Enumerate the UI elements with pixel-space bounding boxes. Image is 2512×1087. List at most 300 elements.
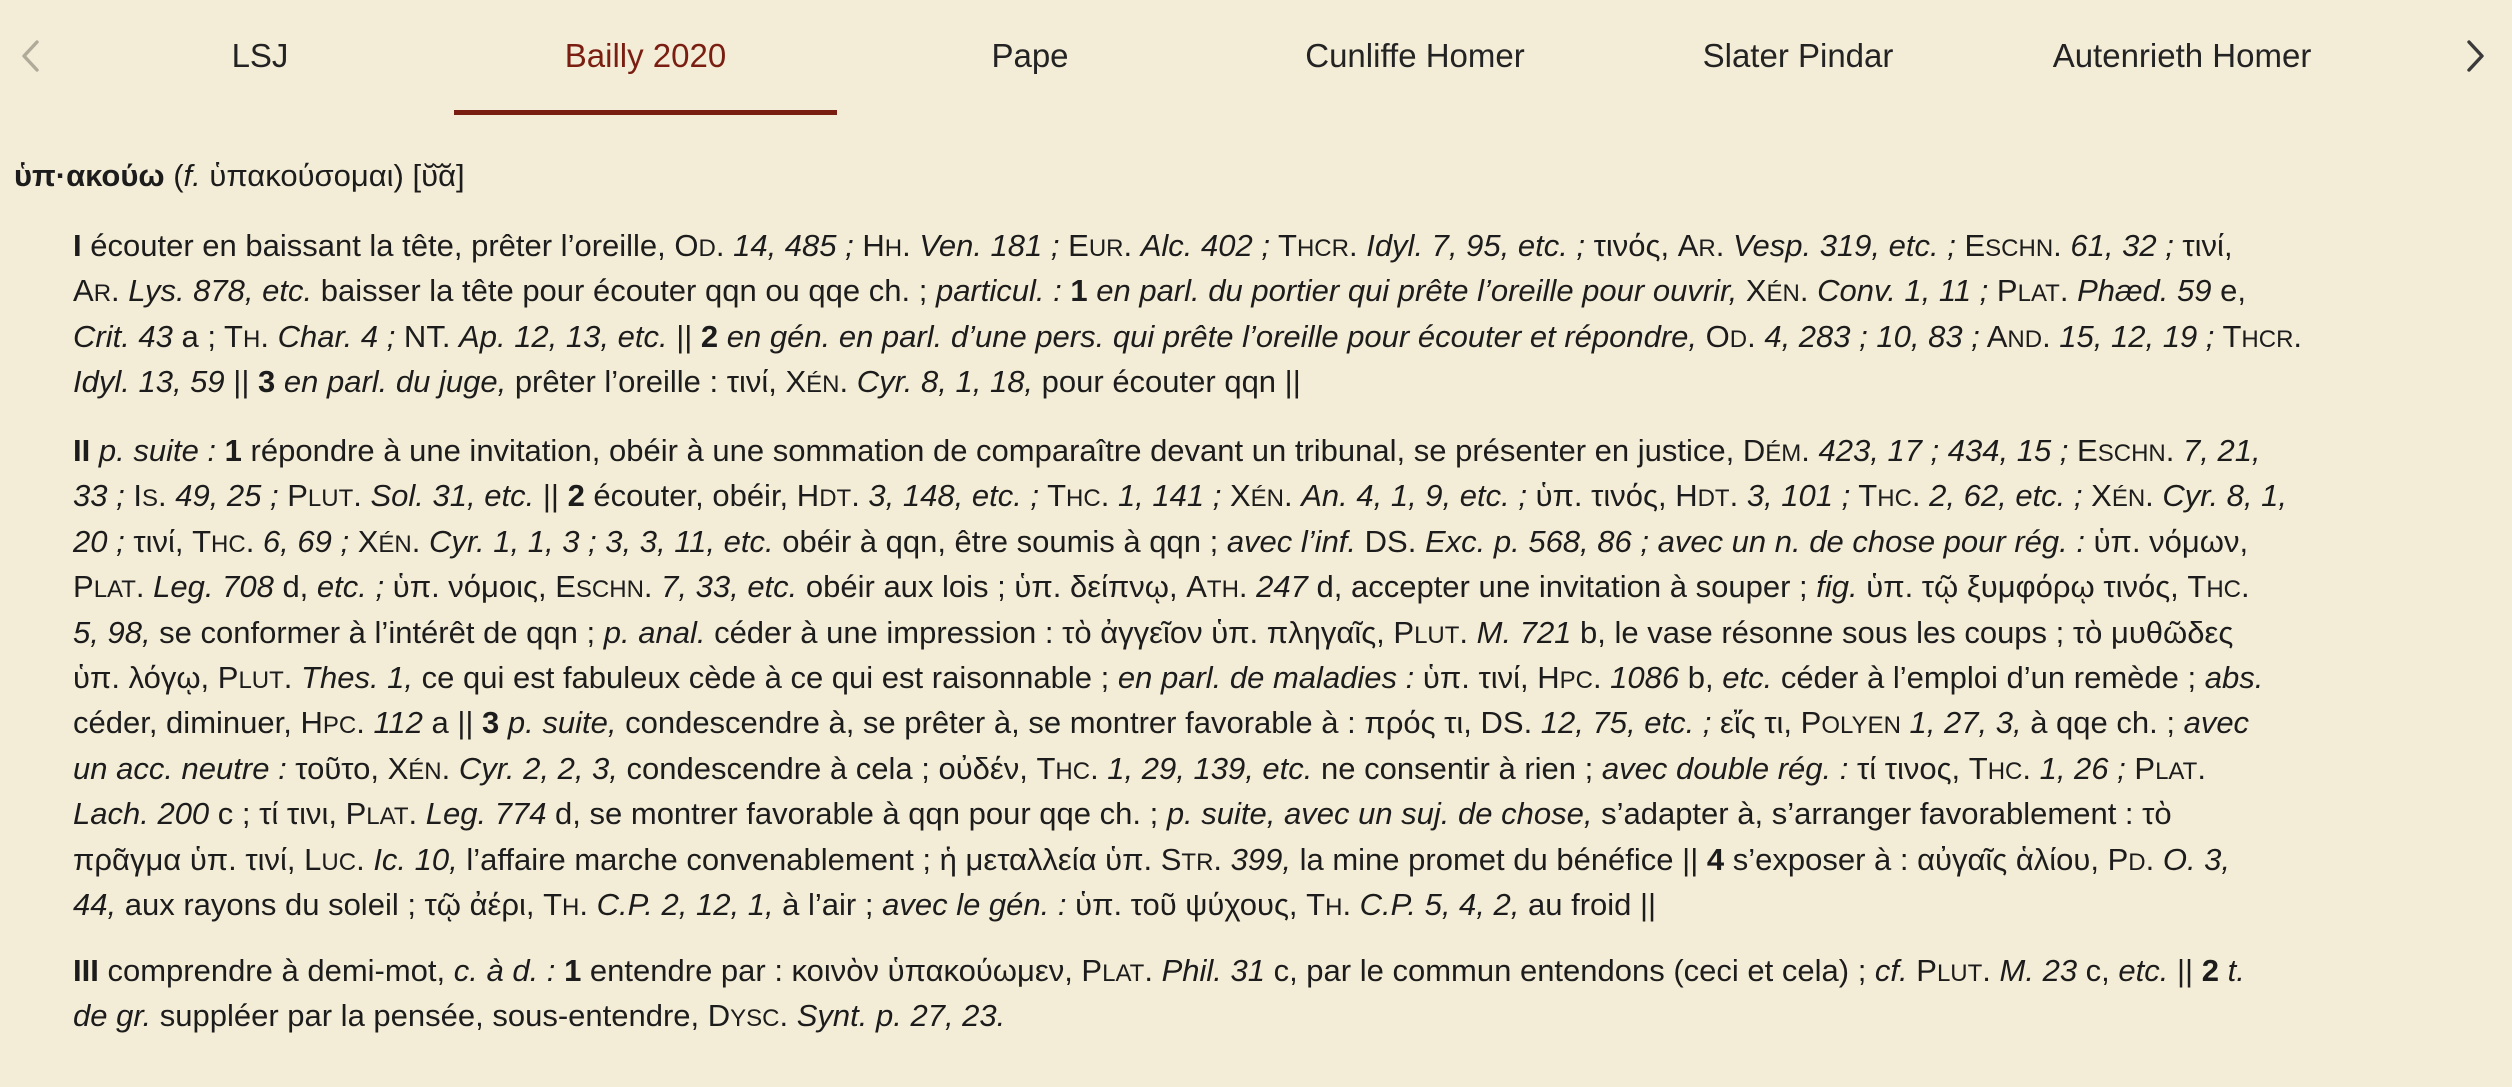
entry-text: . xyxy=(2241,569,2250,605)
citation-text: avec xyxy=(2183,705,2250,741)
citation-text: avec le gén. : xyxy=(882,886,1067,922)
entry-text: . xyxy=(1911,478,1930,514)
chevron-left-icon xyxy=(19,39,41,73)
citation-text: Exc. p. 568, 86 ; avec un n. de chose pour rég. : xyxy=(1424,523,2085,559)
entry-text: . xyxy=(643,569,662,605)
citation-text: 61, 32 ; xyxy=(2070,228,2174,263)
entry-text: . xyxy=(1144,953,1162,988)
citation-text: en parl. du juge, xyxy=(283,364,507,400)
entry-text: LAT xyxy=(2155,757,2198,785)
entry-text: P xyxy=(2125,750,2156,786)
citation-text: fig. xyxy=(1816,569,1858,605)
citation-text: Char. 4 ; xyxy=(277,318,396,354)
entry-text: X xyxy=(2082,478,2112,514)
citation-text: Synt. p. 27, 23. xyxy=(796,998,1006,1034)
citation-text: 247 xyxy=(1256,569,1308,605)
entry-text: . xyxy=(851,478,869,514)
citation-text: Conv. 1, 11 ; xyxy=(1817,273,1989,309)
entry-text: HCR xyxy=(1296,235,1349,262)
entry-text: H xyxy=(562,893,580,921)
entry-text: HC xyxy=(1987,757,2023,785)
entry-text: . xyxy=(135,569,154,605)
entry-text: ND xyxy=(2007,325,2043,353)
entry-text: DT xyxy=(819,485,852,513)
entry-text: D xyxy=(2128,848,2146,876)
citation-text: abs. xyxy=(2204,659,2264,695)
entry-line xyxy=(73,700,2503,745)
entry-text: H xyxy=(853,228,885,263)
entry-text: T xyxy=(1269,228,1297,263)
entry-text: à l’air ; xyxy=(773,886,883,922)
entry-text: . xyxy=(1213,841,1231,877)
entry-text: P xyxy=(73,569,94,605)
entry-text: PC xyxy=(1559,666,1593,694)
entry-text xyxy=(275,364,284,399)
entry-text: || xyxy=(2168,953,2202,988)
entry-text: . xyxy=(157,478,176,514)
entry-text: c, par le commun entendons (ceci et cela) ; xyxy=(1264,953,1875,988)
citation-text: Crit. 43 xyxy=(73,318,173,354)
entry-text: E xyxy=(2068,433,2098,468)
citation-text: M. 23 xyxy=(1999,953,2078,988)
entry-text: || xyxy=(224,364,258,400)
sense-number: 2 xyxy=(2201,953,2219,988)
tab-bailly-2020[interactable]: Bailly 2020 xyxy=(564,37,727,74)
citation-text: 3, 101 ; xyxy=(1746,478,1851,514)
entry-text: X xyxy=(349,523,379,559)
entry-text: au froid || xyxy=(1519,886,1657,922)
entry-text: LAT xyxy=(93,576,136,604)
tab-autenrieth-homer[interactable]: Autenrieth Homer xyxy=(2052,37,2312,74)
citation-text: etc. xyxy=(2118,953,2169,988)
entry-text: SCHN xyxy=(1985,235,2054,262)
entry-text: à qqe ch. ; xyxy=(2021,705,2184,741)
entry-text: écouter, obéir, H xyxy=(584,478,820,514)
entry-text: A xyxy=(1979,318,2008,354)
entry-text: HC xyxy=(1055,757,1091,785)
tab-cunliffe-homer[interactable]: Cunliffe Homer xyxy=(1305,37,1525,74)
sense-number: 1 xyxy=(564,953,582,988)
entry-text: aux rayons du soleil ; τῷ ἀέρι, T xyxy=(116,886,563,922)
citation-text: particul. : xyxy=(935,273,1062,309)
entry-line xyxy=(73,223,2503,268)
entry-line xyxy=(73,428,2503,473)
entry-text: condescendre à cela ; οὐδέν, T xyxy=(617,750,1056,786)
entry-text: c ; τί τινι, P xyxy=(209,796,367,832)
entry-text: pour écouter qqn || xyxy=(1033,364,1301,400)
entry-text: d, xyxy=(273,569,317,605)
entry-text: . xyxy=(1284,478,1302,514)
headline-open: ( xyxy=(164,158,184,193)
entry-text: P xyxy=(278,478,308,514)
entry-text: ÉN xyxy=(2111,485,2146,513)
entry-text: τί τινος, T xyxy=(1848,750,1988,786)
entry-text: . xyxy=(1729,478,1747,514)
entry-text: s’exposer à : αὐγαῖς ἁλίου, P xyxy=(1724,841,2129,877)
citation-text: 3, 148, etc. ; xyxy=(868,478,1040,514)
entry-line xyxy=(73,610,2503,655)
entry-line xyxy=(73,948,2503,993)
entry-text: . xyxy=(1592,659,1611,695)
entry-text: . xyxy=(2022,750,2040,786)
citation-text: C.P. 2, 12, 1, xyxy=(596,886,774,922)
entry-text: LAT xyxy=(366,803,409,831)
entry-text: P xyxy=(1907,953,1937,988)
entry-text: LUT xyxy=(1936,960,1983,987)
sense-number: II xyxy=(73,433,91,468)
entry-text: DS. xyxy=(1356,523,1425,559)
entry-text xyxy=(1901,705,1910,740)
entry-text: ὑπ. νόμων, xyxy=(2084,523,2249,559)
citation-text: Lys. 878, etc. xyxy=(128,273,313,309)
citation-text: 1, 29, 139, etc. xyxy=(1107,750,1313,786)
citation-text: 12, 75, etc. ; xyxy=(1540,705,1712,741)
entry-text: . xyxy=(779,998,797,1034)
citation-text: en parl. de maladies : xyxy=(1117,659,1415,695)
entry-text: comprendre à demi-mot, xyxy=(98,953,454,988)
entry-text: X xyxy=(1221,478,1251,514)
citation-text: C.P. 5, 4, 2, xyxy=(1359,886,1520,922)
scroll-tabs-right-button[interactable] xyxy=(2456,36,2496,76)
entry-text: a ; T xyxy=(172,318,243,354)
entry-text: suppléer par la pensée, sous-entendre, D xyxy=(151,998,731,1034)
entry-text: l’affaire marche convenablement ; ἡ μεταλλεία ὑπ. S xyxy=(457,841,1182,877)
citation-text: 15, 12, 19 ; xyxy=(2059,318,2215,354)
citation-text: de gr. xyxy=(73,998,152,1034)
sense-number: I xyxy=(73,228,82,263)
entry-text: . xyxy=(441,750,459,786)
headword: ὑπ·ακούω xyxy=(14,158,165,193)
entry-text: . xyxy=(1100,478,1118,514)
citation-text: 7, 33, etc. xyxy=(661,569,798,605)
entry-text: céder, diminuer, H xyxy=(73,705,323,741)
entry-text: D xyxy=(1729,325,1748,353)
entry-text: condescendre à, se prêter à, se montrer favorable à : πρός τι, DS. xyxy=(616,705,1541,741)
entry-text: ÉN xyxy=(806,371,840,399)
citation-text: Phil. 31 xyxy=(1161,953,1265,988)
entry-text: . xyxy=(356,705,374,741)
entry-text: DT xyxy=(1697,485,1730,513)
entry-text: || xyxy=(534,478,568,514)
entry-text: céder à une impression : τὸ ἀγγεῖον ὑπ. πληγαῖς, P xyxy=(705,614,1415,650)
entry-text: YSC xyxy=(730,1005,780,1033)
scroll-tabs-left-button[interactable] xyxy=(10,36,50,76)
active-tab-indicator xyxy=(454,110,837,115)
entry-line xyxy=(73,473,2503,518)
entry-text: O xyxy=(1697,318,1730,354)
citation-text: Vesp. 319, etc. ; xyxy=(1732,228,1956,263)
entry-text: X xyxy=(1737,273,1767,309)
entry-text xyxy=(90,433,99,468)
entry-text: s’adapter à, s’arranger favorablement : τὸ xyxy=(1592,796,2172,832)
entry-text: I xyxy=(124,478,142,514)
entry-text: . xyxy=(2042,318,2060,354)
entry-text: . xyxy=(1123,228,1141,263)
entry-text: . xyxy=(411,523,429,559)
citation-text: 6, 69 ; xyxy=(262,523,350,559)
citation-text: Ven. 181 ; xyxy=(919,228,1060,263)
citation-text: p. suite, xyxy=(507,705,617,741)
entry-text: . xyxy=(111,273,129,309)
citation-text: 2, 62, etc. ; xyxy=(1929,478,2083,514)
entry-text: ὑπ. τῷ ξυμφόρῳ τινός, T xyxy=(1857,569,2207,605)
entry-text: H xyxy=(1325,893,1343,921)
sense-number: 3 xyxy=(482,705,500,741)
citation-text: 4, 283 ; 10, 83 ; xyxy=(1764,318,1980,354)
citation-text: 423, 17 ; 434, 15 ; xyxy=(1818,433,2069,468)
entry-text: . xyxy=(715,228,734,263)
entry-text: τινί, xyxy=(2173,228,2233,263)
citation-text: 1, 27, 3, xyxy=(1909,705,2022,741)
entry-text xyxy=(499,705,508,740)
entry-text: LUT xyxy=(1414,621,1460,649)
entry-text: ὑπ. τινί, H xyxy=(1414,659,1560,695)
entry-text: . xyxy=(1799,273,1818,309)
sense-number: 1 xyxy=(224,433,242,468)
entry-text: . xyxy=(1982,953,2000,988)
entry-text: . xyxy=(245,523,263,559)
entry-text: P xyxy=(1988,273,2018,309)
citation-text: 49, 25 ; xyxy=(175,478,279,514)
citation-text: en parl. du portier qui prête l’oreille pour ouvrir, xyxy=(1096,273,1738,309)
chevron-right-icon xyxy=(2465,39,2487,73)
citation-text: p. suite : xyxy=(98,433,217,468)
entry-text: . xyxy=(902,228,920,263)
entry-text: LAT xyxy=(2017,280,2060,308)
entry-text: obéir aux lois ; ὑπ. δείπνῳ, A xyxy=(797,569,1207,605)
entry-line xyxy=(73,837,2503,882)
entry-text: d, accepter une invitation à souper ; xyxy=(1307,569,1817,605)
citation-text: 1086 xyxy=(1610,659,1680,695)
citation-text: avec double rég. : xyxy=(1601,750,1849,786)
citation-text: Leg. 708 xyxy=(153,569,274,605)
entry-text: . xyxy=(408,796,426,832)
entry-text: obéir à qqn, être soumis à qqn ; xyxy=(773,523,1227,559)
entry-text: PC xyxy=(322,712,357,740)
entry-text: . xyxy=(839,364,857,400)
entry-text: ne consentir à rien ; xyxy=(1312,750,1602,786)
entry-line xyxy=(73,746,2503,791)
entry-text: . xyxy=(1459,614,1477,650)
citation-text: 1, 26 ; xyxy=(2039,750,2126,786)
citation-text: p. anal. xyxy=(603,614,706,650)
entry-text: . xyxy=(353,478,371,514)
citation-text: t. xyxy=(2227,953,2245,988)
entry-text: ὑπ. λόγῳ, P xyxy=(73,659,239,695)
citation-text: M. 721 xyxy=(1476,614,1572,650)
entry-text: R xyxy=(93,280,112,308)
sense-number: 1 xyxy=(1070,273,1088,309)
entry-text: ÉN xyxy=(1766,280,1800,308)
entry-text: . xyxy=(283,659,302,695)
entry-text: . xyxy=(2197,750,2206,786)
entry-text: . xyxy=(2059,273,2078,309)
citation-text: avec l’inf. xyxy=(1226,523,1357,559)
citation-text: 7, 21, xyxy=(2182,433,2261,468)
entry-text: . xyxy=(2145,478,2163,514)
citation-text: 1, 141 ; xyxy=(1117,478,1222,514)
entry-text: ÉN xyxy=(408,757,442,785)
entry-text: . xyxy=(1238,569,1257,605)
entry-text: . xyxy=(1715,228,1733,263)
entry-line xyxy=(73,993,2503,1038)
entry-text: ÉN xyxy=(378,530,412,558)
entry-text: LUT xyxy=(307,485,354,513)
entry-text: . xyxy=(2293,318,2303,354)
entry-text: SCHN xyxy=(575,576,644,604)
sense-number: 2 xyxy=(700,318,719,354)
entry-text: OLYEN xyxy=(1821,712,1901,740)
citation-text: Cyr. 8, 1, 18, xyxy=(856,364,1034,400)
entry-text: HC xyxy=(2206,576,2242,604)
entry-line xyxy=(73,882,2503,927)
entry-text: b, le vase résonne sous les coups ; τὸ μυθῶδες xyxy=(1571,614,2234,650)
entry-text: SCHN xyxy=(2097,440,2166,467)
entry-text: HCR xyxy=(2241,325,2294,353)
entry-text: TH xyxy=(1206,576,1239,604)
citation-text: 20 ; xyxy=(73,523,125,559)
entry-text: prêter l’oreille : τινί, X xyxy=(506,364,807,400)
entry-line xyxy=(73,564,2503,609)
citation-text: Phæd. 59 xyxy=(2077,273,2212,309)
entry-text: UR xyxy=(1088,235,1124,262)
entry-text: céder à l’emploi d’un remède ; xyxy=(1772,659,2205,695)
citation-text: Idyl. 13, 59 xyxy=(73,364,225,400)
entry-text: ὑπ. τοῦ ψύχους, T xyxy=(1066,886,1326,922)
entry-line xyxy=(73,791,2503,836)
citation-text: Idyl. 7, 95, etc. ; xyxy=(1366,228,1586,263)
entry-text: . xyxy=(1090,750,1108,786)
citation-text: Thes. 1, xyxy=(301,659,414,695)
citation-text: Cyr. 8, 1, xyxy=(2162,478,2287,514)
entry-text: LAT xyxy=(1102,960,1145,987)
sense-block-3 xyxy=(73,948,2503,1039)
entry-text xyxy=(2219,953,2228,988)
entry-text: se conformer à l’intérêt de qqn ; xyxy=(150,614,604,650)
entry-text: H xyxy=(243,325,261,353)
entry-text: NT. xyxy=(395,318,460,354)
entry-text: A xyxy=(73,273,94,309)
entry-text: πρᾶγμα ὑπ. τινί, L xyxy=(73,841,322,877)
citation-text: 112 xyxy=(373,705,423,741)
entry-text: . xyxy=(1801,433,1819,468)
entry-text: . xyxy=(1747,318,1765,354)
citation-text: 14, 485 ; xyxy=(733,228,854,263)
tab-pape[interactable]: Pape xyxy=(991,37,1069,74)
citation-text: Cyr. 2, 2, 3, xyxy=(458,750,618,786)
entry-text: τινί, T xyxy=(124,523,212,559)
entry-text: εἴς τι, P xyxy=(1711,705,1822,741)
citation-text: etc. xyxy=(1722,659,1773,695)
citation-text: Lach. 200 xyxy=(73,796,210,832)
sense-number: 2 xyxy=(567,478,585,514)
citation-text: cf. xyxy=(1874,953,1908,988)
entry-text: R xyxy=(1698,235,1716,262)
sense-number: 4 xyxy=(1706,841,1725,877)
sense-number: III xyxy=(73,953,99,988)
citation-text: un acc. neutre : xyxy=(73,750,287,786)
entry-text: écouter en baissant la tête, prêter l’oreille, O xyxy=(81,228,699,263)
entry-text: UC xyxy=(321,848,357,876)
entry-text: . xyxy=(2165,433,2183,468)
entry-text: la mine promet du bénéfice || xyxy=(1290,841,1707,877)
entry-text: e, xyxy=(2211,273,2246,309)
entry-text: ὑπ. νόμοις, E xyxy=(384,569,576,605)
entry-text xyxy=(718,319,727,354)
entry-text: d, se montrer favorable à qqn pour qqe ch. ; xyxy=(546,796,1167,832)
entry-text: τινός, A xyxy=(1585,228,1699,263)
citation-text: Cyr. 1, 1, 3 ; 3, 3, 11, etc. xyxy=(428,523,774,559)
entry-text: . xyxy=(2053,228,2071,263)
entry-text: TR xyxy=(1181,848,1214,876)
entry-text: E xyxy=(1059,228,1089,263)
entry-text: HC xyxy=(1066,485,1101,513)
entry-text: a || xyxy=(422,705,483,741)
entry-headline xyxy=(14,150,465,202)
entry-text: . xyxy=(2145,841,2163,877)
entry-text: LUT xyxy=(238,666,284,694)
entry-text: ÉN xyxy=(1250,485,1284,513)
entry-text: baisser la tête pour écouter qqn ou qqe ch. ; xyxy=(312,273,936,309)
tab-slater-pindar[interactable]: Slater Pindar xyxy=(1702,37,1894,74)
entry-line xyxy=(73,359,2503,404)
headline-form: ὑπακούσομαι) [ῠ̆ᾰ] xyxy=(200,158,465,193)
citation-text: An. 4, 1, 9, etc. ; xyxy=(1301,478,1527,514)
entry-text: ÉM xyxy=(1765,440,1802,467)
entry-text: . xyxy=(579,886,597,922)
citation-text: O. 3, xyxy=(2162,841,2231,877)
sense-block-2 xyxy=(73,428,2503,927)
citation-text: Ic. 10, xyxy=(373,841,458,877)
citation-text: Ap. 12, 13, etc. xyxy=(459,318,668,354)
entry-text: c, xyxy=(2077,953,2119,988)
citation-text: c. à d. : xyxy=(453,953,556,988)
entry-line xyxy=(73,519,2503,564)
entry-text: répondre à une invitation, obéir à une sommation de comparaître devant un tribunal, se présenter en justice, D xyxy=(241,433,1766,468)
sense-block-1 xyxy=(73,223,2503,405)
entry-text: ce qui est fabuleux cède à ce qui est raisonnable ; xyxy=(413,659,1118,695)
entry-text: T xyxy=(2214,318,2242,354)
citation-text: en gén. en parl. d’une pers. qui prête l’oreille pour écouter et répondre, xyxy=(726,318,1698,354)
citation-text: Sol. 31, etc. xyxy=(370,478,535,514)
citation-text: etc. ; xyxy=(316,569,385,605)
citation-text: Leg. 774 xyxy=(425,796,547,832)
entry-text: T xyxy=(1850,478,1878,514)
citation-text: p. suite, avec un suj. de chose, xyxy=(1166,796,1593,832)
entry-text: HC xyxy=(211,530,246,558)
entry-line xyxy=(73,314,2503,359)
entry-text: HC xyxy=(1877,485,1912,513)
entry-text: . xyxy=(260,318,278,354)
entry-text: H xyxy=(884,235,903,262)
entry-text: ὑπ. τινός, H xyxy=(1526,478,1698,514)
tab-lsj[interactable]: LSJ xyxy=(231,37,289,74)
entry-line xyxy=(73,268,2503,313)
entry-text: || xyxy=(667,318,701,354)
entry-text: . xyxy=(356,841,374,877)
dictionary-tab-bar xyxy=(0,0,2512,116)
entry-text: b, xyxy=(1679,659,1723,695)
entry-text: . xyxy=(1342,886,1360,922)
citation-text: 44, xyxy=(73,886,117,922)
entry-text: D xyxy=(698,235,716,262)
entry-text: E xyxy=(1955,228,1986,263)
entry-text: entendre par : κοινὸν ὑπακούωμεν, P xyxy=(581,953,1103,988)
citation-text: 5, 98, xyxy=(73,614,151,650)
entry-text: τοῦτο, X xyxy=(286,750,409,786)
entry-text xyxy=(216,433,225,468)
citation-text: Alc. 402 ; xyxy=(1140,228,1270,263)
